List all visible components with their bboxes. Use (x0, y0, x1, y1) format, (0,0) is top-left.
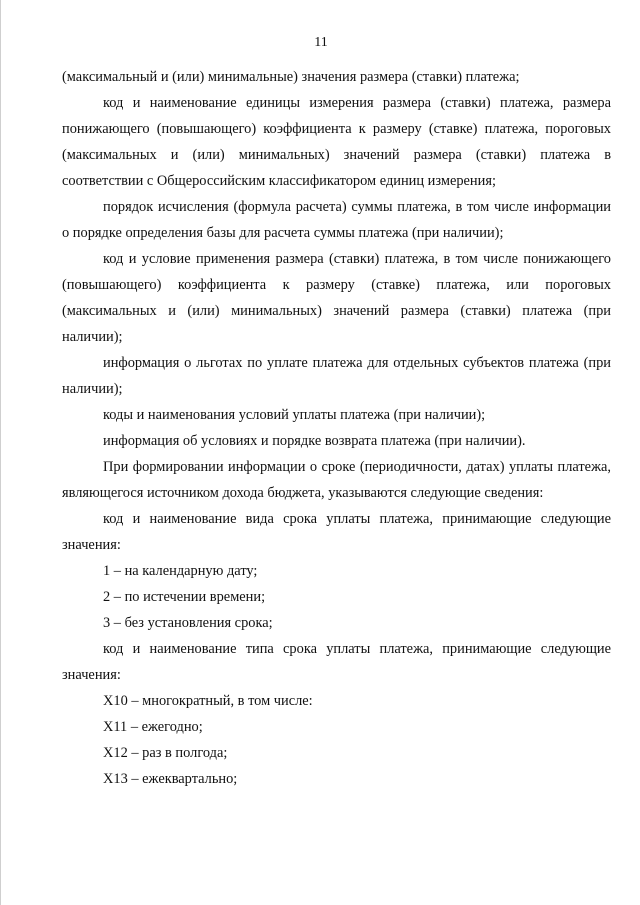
paragraph-8: При формировании информации о сроке (периодичности, датах) уплаты платежа, являющегося источником дохода бюджета, указываются следующие сведения: (62, 459, 611, 501)
list-item-1: 1 – на календарную дату; (103, 563, 258, 579)
list-item-x13: Х13 – ежеквартально; (103, 771, 238, 787)
paragraph-3: порядок исчисления (формула расчета) суммы платежа, в том числе информации о порядке определения базы для расчета суммы платежа (при наличии); (62, 199, 611, 241)
paragraph-1: (максимальный и (или) минимальные) значения размера (ставки) платежа; (62, 69, 520, 85)
list-item-2: 2 – по истечении времени; (103, 589, 266, 605)
paragraph-6: коды и наименования условий уплаты платежа (при наличии); (103, 407, 486, 423)
paragraph-7: информация об условиях и порядке возврата платежа (при наличии). (103, 433, 526, 449)
page-number: 11 (314, 35, 328, 50)
list-item-x12: Х12 – раз в полгода; (103, 745, 228, 761)
list-item-x10: Х10 – многократный, в том числе: (103, 693, 313, 709)
paragraph-10: код и наименование типа срока уплаты платежа, принимающие следующие значения: (62, 641, 611, 683)
paragraph-5: информация о льготах по уплате платежа для отдельных субъектов платежа (при наличии); (62, 355, 611, 397)
paragraph-4: код и условие применения размера (ставки) платежа, в том числе понижающего (повышающего) коэффициента к размеру (ставке) платежа, или пороговых (максимальных и (или) минимальных) значений размера (ставки) платежа (при наличии); (62, 251, 611, 345)
document-body (62, 64, 611, 792)
paragraph-9: код и наименование вида срока уплаты платежа, принимающие следующие значения: (62, 511, 611, 553)
list-item-x11: Х11 – ежегодно; (103, 719, 203, 735)
paragraph-2: код и наименование единицы измерения размера (ставки) платежа, размера понижающего (повышающего) коэффициента к размеру (ставке) платежа, пороговых (максимальных и (или) минимальных) значений размера (ставки) платежа в соответствии с Общероссийским классификатором единиц измерения; (62, 95, 611, 189)
list-item-3: 3 – без установления срока; (103, 615, 273, 631)
